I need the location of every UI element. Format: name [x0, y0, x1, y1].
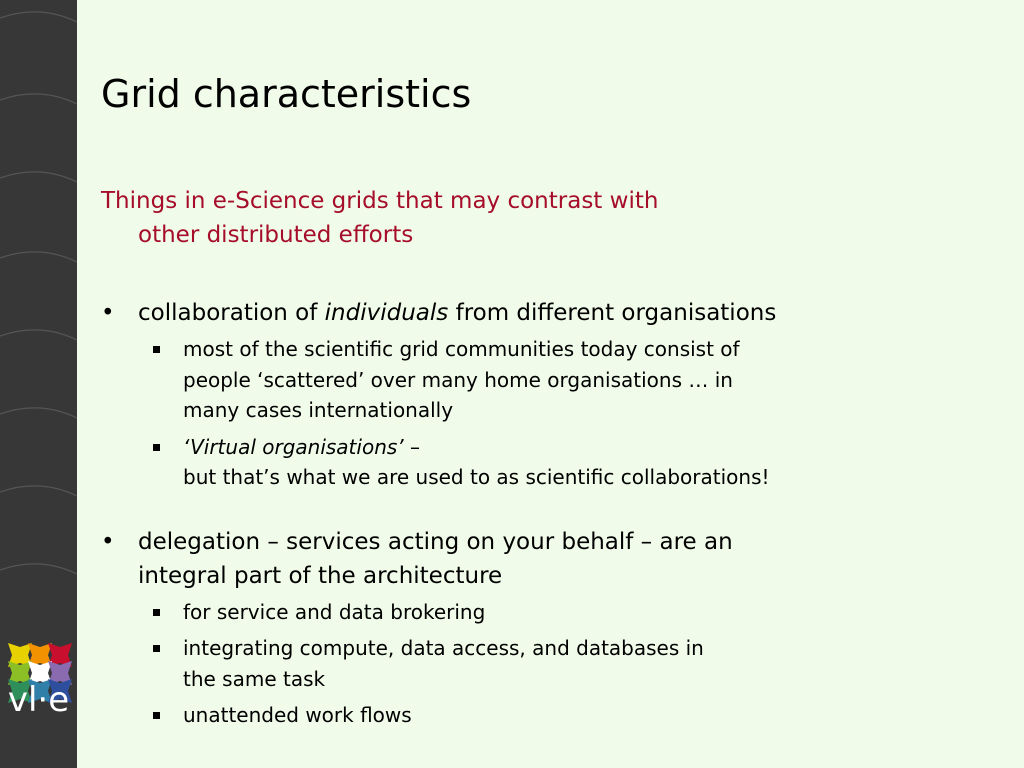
subtitle-line-2: other distributed efforts — [138, 222, 414, 248]
bullet-text-post: from different organisations — [448, 300, 777, 326]
sub-bullet-virtual-organisations — [101, 432, 1001, 493]
bullet-text-emphasis: individuals — [324, 300, 449, 326]
sidebar-strip — [0, 0, 77, 768]
square-bullet-icon — [153, 645, 160, 652]
subtitle — [101, 184, 861, 252]
bullet-line: delegation – services acting on your behalf – are an — [138, 528, 733, 555]
sub-bullet-emphasis: ‘Virtual organisations’ — [183, 434, 404, 459]
square-bullet-icon — [153, 444, 160, 451]
sub-bullet-integrating — [101, 633, 1001, 694]
bullet-text-pre: collaboration of — [138, 300, 325, 326]
sub-bullet-line: most of the scientific grid communities today consist of — [183, 337, 740, 361]
bullet-dot-icon: • — [101, 300, 115, 326]
sub-bullet-line — [183, 432, 1001, 463]
page-title: Grid characteristics — [101, 72, 472, 116]
square-bullet-icon — [153, 712, 160, 719]
sub-bullet-post: – — [403, 434, 421, 459]
sub-bullet-line: integrating compute, data access, and databases in — [183, 636, 704, 660]
bullet-line: integral part of the architecture — [138, 562, 503, 589]
logo-text: vl·e — [7, 680, 70, 720]
sub-bullet-line: for service and data brokering — [183, 599, 486, 624]
bullet-dot-icon: • — [101, 528, 115, 555]
sub-bullet-line: many cases internationally — [183, 398, 454, 422]
square-bullet-icon — [153, 346, 160, 353]
bullet-collaboration — [101, 296, 1001, 330]
sub-bullet-workflows — [101, 700, 1001, 731]
subtitle-line-1: Things in e-Science grids that may contrast with — [101, 188, 659, 214]
bullet-delegation — [101, 525, 1001, 593]
sub-bullet-communities — [101, 334, 1001, 426]
sub-bullet-line: people ‘scattered’ over many home organisations … in — [183, 367, 733, 392]
bullet-list — [101, 296, 1001, 731]
square-bullet-icon — [153, 609, 160, 616]
sub-bullet-line: unattended work flows — [183, 703, 412, 727]
sub-bullet-brokering — [101, 597, 1001, 628]
sub-bullet-line: the same task — [183, 666, 326, 691]
sub-bullet-line: but that’s what we are used to as scientific collaborations! — [183, 465, 770, 489]
